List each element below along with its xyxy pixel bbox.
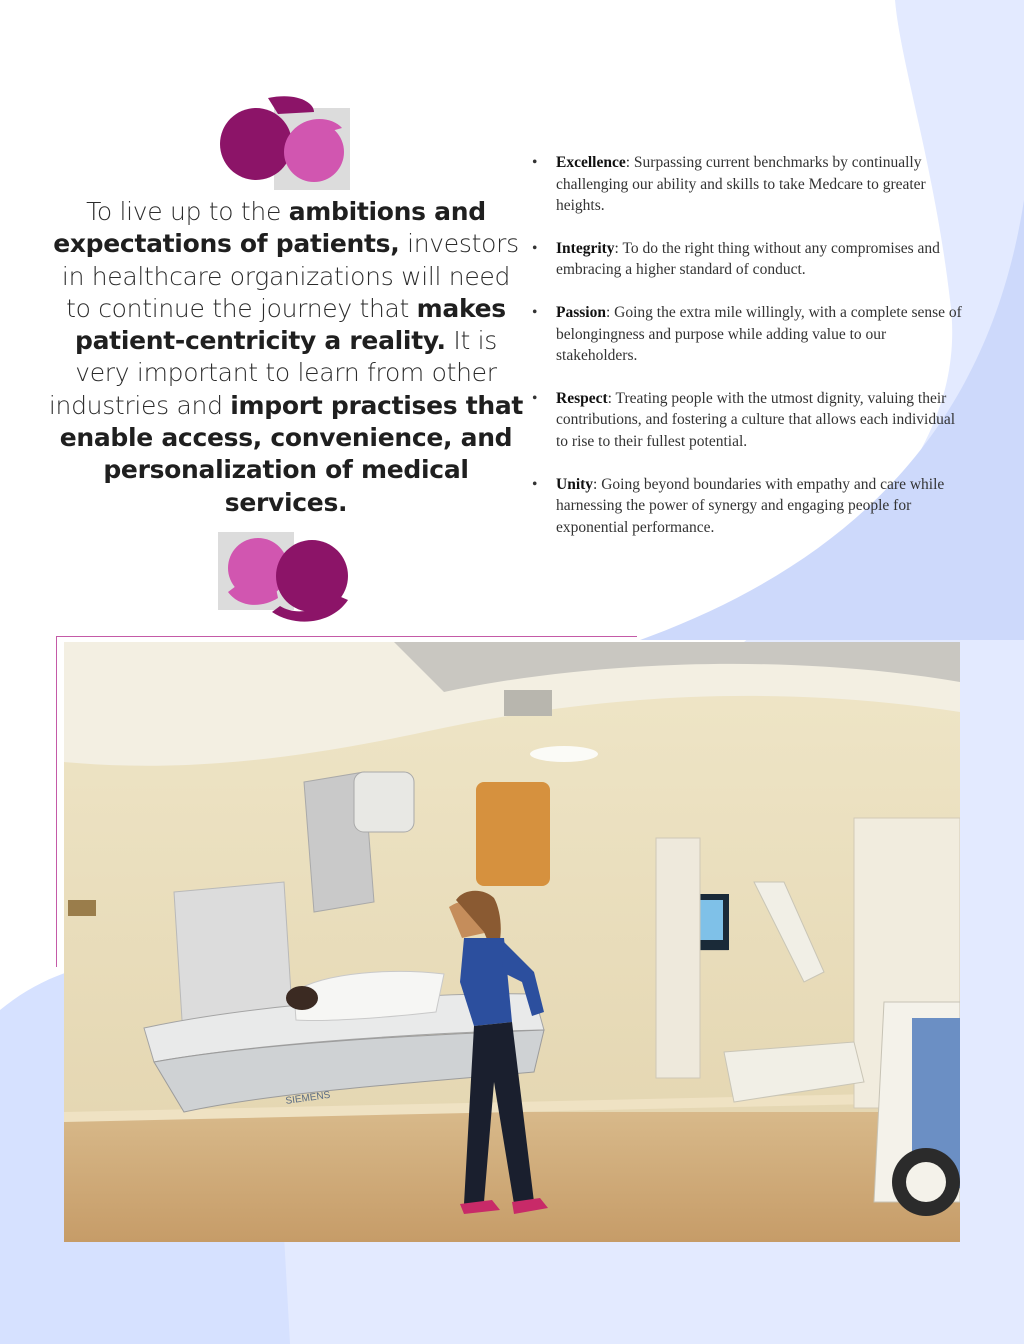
bullet-icon: • xyxy=(532,389,538,407)
value-item-passion xyxy=(530,302,970,367)
value-term: Excellence xyxy=(556,154,626,171)
quote-text-2: ambitions and expectations of patients, xyxy=(53,197,486,259)
quote-text-4: makes patient-centricity a reality. xyxy=(75,293,506,356)
value-term: Unity xyxy=(556,475,594,493)
value-term: Integrity xyxy=(556,239,615,257)
value-term: Passion xyxy=(556,304,606,322)
equipment-brand-label: SIEMENS xyxy=(284,1089,331,1107)
value-description: : Going the extra mile willingly, with a complete sense of belongingness and purpose while adding value to our stakeholders. xyxy=(556,304,962,365)
value-description: : Surpassing current benchmarks by continually challenging our ability and skills to take Medcare to greater heights. xyxy=(556,154,926,214)
core-values-list xyxy=(530,152,970,559)
pull-quote xyxy=(48,196,524,519)
value-item-respect xyxy=(530,388,970,453)
value-term: Respect xyxy=(556,389,608,407)
quote-text-3: investors in healthcare organizations will need to continue the journey that xyxy=(61,229,519,323)
value-item-integrity xyxy=(530,238,970,281)
quote-text-6: import practises that enable access, convenience, and personalization of medical services. xyxy=(59,390,524,517)
xray-room-photo xyxy=(64,642,960,1242)
close-quote-icon xyxy=(216,528,352,628)
value-description: : Treating people with the utmost dignity, valuing their contributions, and fostering a culture that allows each individual to rise to their fullest potential. xyxy=(556,389,956,450)
value-item-unity xyxy=(530,474,970,539)
bullet-icon: • xyxy=(532,239,538,257)
open-quote-icon xyxy=(218,94,352,194)
value-description: : Going beyond boundaries with empathy and care while harnessing the power of synergy and engaging people for exponential performance. xyxy=(556,475,945,536)
bullet-icon: • xyxy=(532,475,538,493)
value-description: : To do the right thing without any compromises and embracing a higher standard of conduct. xyxy=(556,239,940,279)
quote-text-1: To live up to the xyxy=(86,197,289,226)
quote-text-5: It is very important to learn from other industries and xyxy=(48,326,497,420)
bullet-icon: • xyxy=(532,304,538,322)
value-item-excellence xyxy=(530,152,970,217)
bullet-icon: • xyxy=(532,154,538,171)
